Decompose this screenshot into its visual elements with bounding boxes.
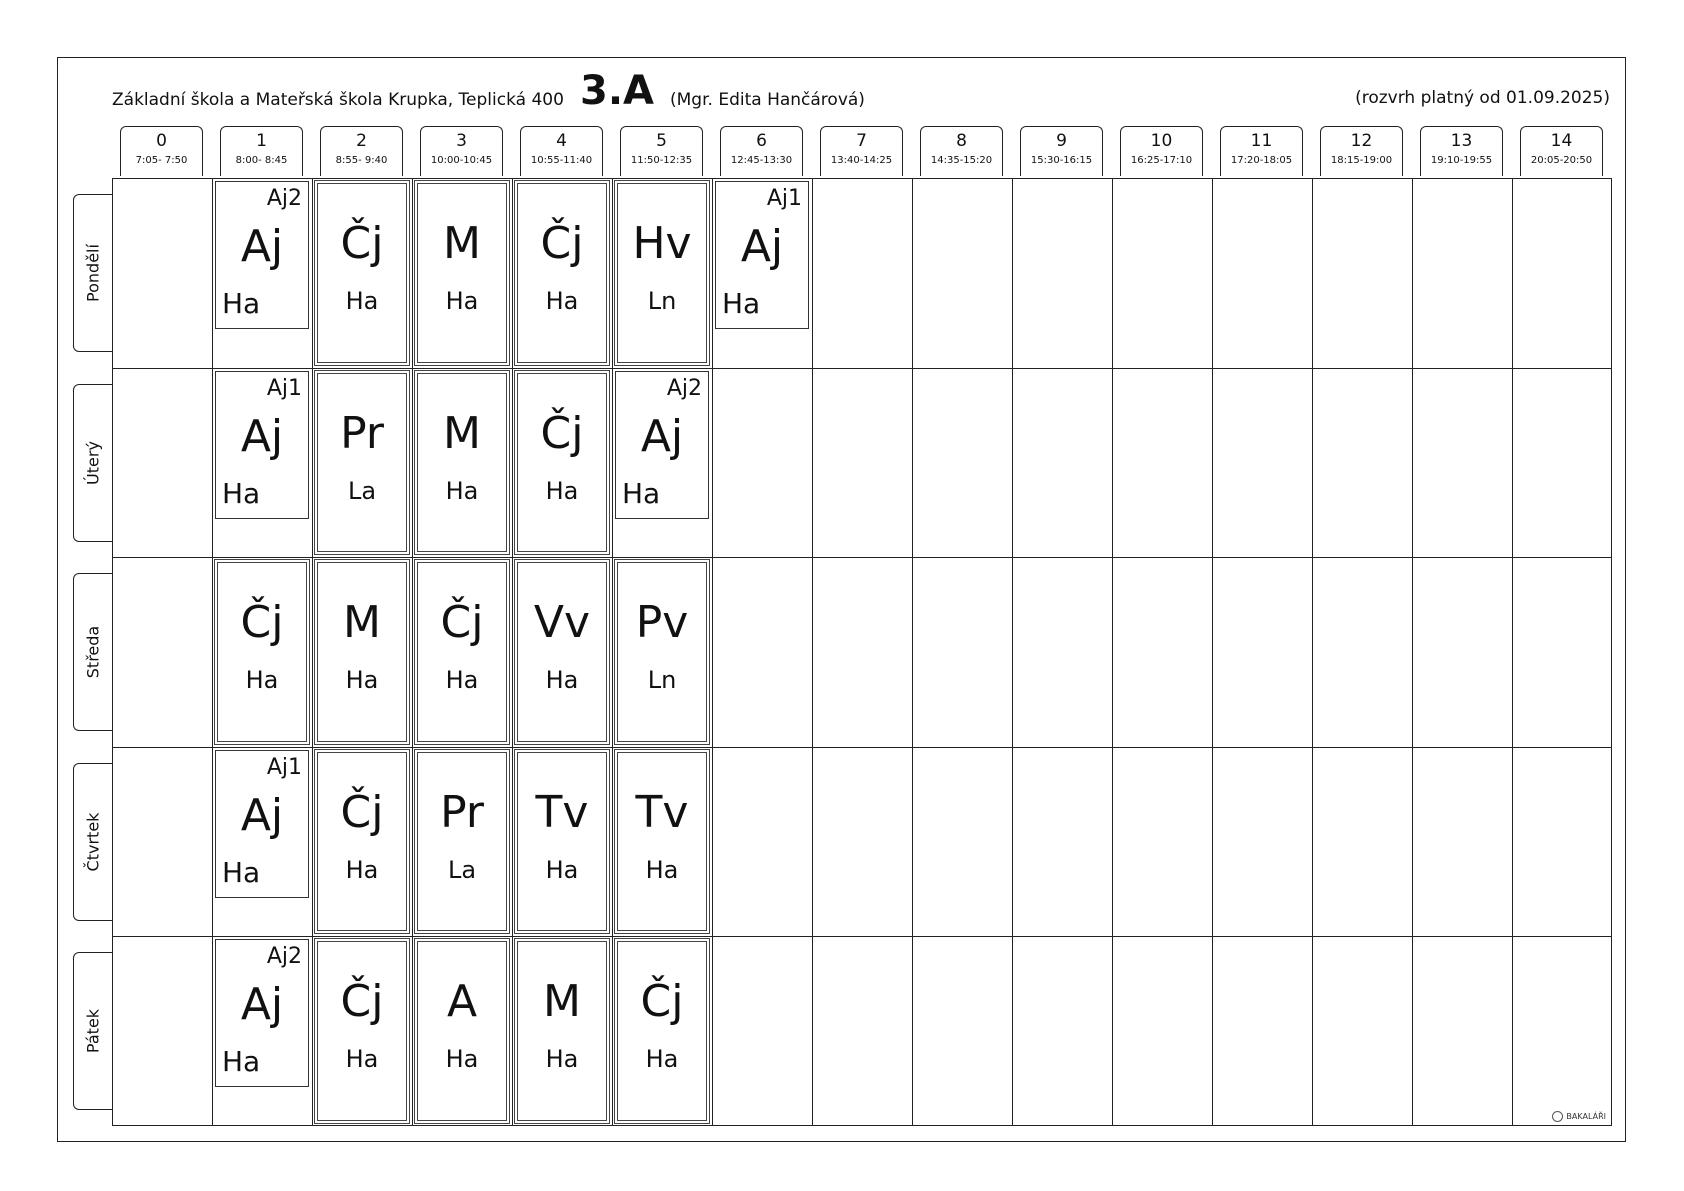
lesson-teacher: Ln (647, 666, 677, 695)
lesson-teacher: Ha (345, 1045, 379, 1074)
column-divider (312, 178, 313, 1126)
period-header (520, 126, 603, 176)
column-divider (1312, 178, 1313, 1126)
lesson-subject: Aj (240, 221, 284, 272)
lesson-teacher: La (447, 855, 477, 884)
day-label (73, 384, 112, 542)
day-name: Úterý (83, 440, 103, 485)
period-number: 1 (256, 131, 267, 151)
group-lesson-card (215, 939, 309, 1087)
period-number: 10 (1150, 131, 1173, 151)
lesson-teacher: Ha (445, 287, 479, 315)
group-lesson-card (615, 371, 709, 519)
lesson-card (314, 180, 410, 366)
column-divider (1212, 178, 1213, 1126)
column-divider (1012, 178, 1013, 1126)
period-time: 16:25-17:10 (1130, 155, 1193, 166)
period-time: 10:55-11:40 (530, 155, 593, 166)
school-name: Základní škola a Mateřská škola Krupka, Teplická 400 (112, 90, 564, 110)
lesson-subject: M (543, 976, 581, 1028)
lesson-teacher: Ha (345, 287, 379, 315)
lesson-card (514, 370, 610, 556)
class-teacher: (Mgr. Edita Hančárová) (670, 90, 865, 110)
column-divider (412, 178, 413, 1126)
lesson-subject: Pr (440, 786, 484, 838)
lesson-subject: Čj (440, 597, 484, 649)
lesson-teacher: Ha (345, 666, 379, 695)
lesson-card (614, 749, 710, 935)
lesson-subject: Čj (240, 597, 284, 649)
column-divider (912, 178, 913, 1126)
lesson-card (514, 749, 610, 935)
period-number: 7 (856, 131, 867, 151)
lesson-card (514, 559, 610, 745)
period-header (1420, 126, 1503, 176)
lesson-card (414, 749, 510, 935)
day-label (73, 952, 112, 1110)
lesson-teacher: Ha (445, 666, 479, 695)
lesson-teacher: Ha (222, 1045, 261, 1079)
lesson-subject: Pr (340, 407, 384, 459)
lesson-subject: Čj (640, 976, 684, 1028)
period-number: 5 (656, 131, 667, 151)
class-name: 3.A (580, 68, 654, 114)
lesson-teacher: Ha (645, 855, 679, 884)
period-number: 0 (156, 131, 167, 151)
lesson-teacher: Ha (545, 855, 579, 884)
period-number: 6 (756, 131, 767, 151)
period-header (1020, 126, 1103, 176)
lesson-subject: Aj (240, 410, 284, 462)
period-number: 3 (456, 131, 467, 151)
lesson-teacher: Ha (345, 855, 379, 884)
lesson-teacher: Ha (445, 476, 479, 505)
lesson-group: Aj1 (266, 754, 302, 780)
lesson-card (414, 180, 510, 366)
lesson-card (314, 370, 410, 556)
period-header (720, 126, 803, 176)
lesson-teacher: Ha (622, 476, 661, 510)
column-divider (1112, 178, 1113, 1126)
period-header (1120, 126, 1203, 176)
row-divider (112, 368, 1612, 369)
day-name: Čtvrtek (83, 812, 103, 872)
day-name: Pondělí (83, 244, 103, 302)
period-time: 8:55- 9:40 (335, 155, 388, 166)
period-header (420, 126, 503, 176)
column-divider (1512, 178, 1513, 1126)
period-number: 8 (956, 131, 967, 151)
row-divider (112, 936, 1612, 937)
period-header (620, 126, 703, 176)
lesson-subject: Čj (540, 407, 584, 459)
lesson-teacher: Ha (445, 1045, 479, 1074)
lesson-teacher: Ha (222, 855, 261, 889)
lesson-card (614, 938, 710, 1124)
day-label (73, 763, 112, 921)
lesson-teacher: Ha (545, 1045, 579, 1074)
lesson-subject: M (343, 597, 381, 649)
period-number: 9 (1056, 131, 1067, 151)
group-lesson-card (215, 371, 309, 519)
lesson-teacher: Ha (722, 287, 761, 320)
lesson-group: Aj2 (666, 375, 702, 401)
group-lesson-card (715, 181, 809, 329)
day-name: Pátek (83, 1009, 103, 1054)
lesson-subject: Pv (635, 597, 689, 649)
lesson-teacher: Ha (545, 287, 579, 315)
group-lesson-card (215, 181, 309, 329)
column-divider (1412, 178, 1413, 1126)
brand-mark (1552, 1111, 1606, 1122)
lesson-subject: Hv (632, 218, 692, 269)
period-time: 20:05-20:50 (1530, 155, 1593, 166)
lesson-subject: Čj (340, 786, 384, 838)
lesson-card (414, 559, 510, 745)
period-time: 10:00-10:45 (430, 155, 493, 166)
lesson-subject: A (446, 976, 478, 1028)
period-time: 11:50-12:35 (630, 155, 693, 166)
lesson-subject: Čj (340, 976, 384, 1028)
lesson-card (314, 749, 410, 935)
lesson-subject: M (443, 407, 481, 459)
lesson-subject: Čj (340, 218, 384, 269)
lesson-teacher: Ha (645, 1045, 679, 1074)
period-number: 11 (1250, 131, 1273, 151)
lesson-teacher: La (347, 476, 377, 505)
lesson-card (414, 370, 510, 556)
period-header (120, 126, 203, 176)
day-label (73, 194, 112, 352)
lesson-group: Aj2 (266, 186, 302, 211)
period-time: 14:35-15:20 (930, 155, 993, 166)
period-time: 17:20-18:05 (1230, 155, 1293, 166)
lesson-group: Aj2 (266, 944, 302, 970)
period-header (320, 126, 403, 176)
period-time: 19:10-19:55 (1430, 155, 1493, 166)
period-time: 8:00- 8:45 (235, 155, 288, 166)
period-time: 13:40-14:25 (830, 155, 893, 166)
brand-text: BAKALÁŘI (1566, 1112, 1606, 1121)
lesson-subject: Tv (635, 786, 689, 838)
lesson-card (614, 559, 710, 745)
column-divider (712, 178, 713, 1126)
lesson-card (314, 938, 410, 1124)
row-divider (112, 747, 1612, 748)
column-divider (512, 178, 513, 1126)
period-time: 7:05- 7:50 (135, 155, 188, 166)
period-header (220, 126, 303, 176)
lesson-subject: Aj (240, 789, 284, 841)
lesson-subject: Aj (740, 221, 784, 272)
period-header (1220, 126, 1303, 176)
lesson-card (414, 938, 510, 1124)
row-divider (112, 557, 1612, 558)
column-divider (612, 178, 613, 1126)
column-divider (812, 178, 813, 1126)
period-number: 2 (356, 131, 367, 151)
lesson-teacher: Ln (647, 287, 677, 315)
period-time: 18:15-19:00 (1330, 155, 1393, 166)
group-lesson-card (215, 750, 309, 898)
day-name: Středa (83, 625, 103, 679)
period-time: 12:45-13:30 (730, 155, 793, 166)
lesson-card (614, 180, 710, 366)
lesson-group: Aj1 (766, 186, 802, 211)
period-number: 13 (1450, 131, 1473, 151)
lesson-card (214, 559, 310, 745)
lesson-teacher: Ha (545, 476, 579, 505)
lesson-subject: Čj (540, 218, 584, 269)
lesson-teacher: Ha (222, 476, 261, 510)
lesson-subject: Aj (640, 410, 684, 462)
day-label (73, 573, 112, 731)
lesson-subject: Vv (533, 597, 591, 649)
lesson-teacher: Ha (245, 666, 279, 695)
period-number: 12 (1350, 131, 1373, 151)
valid-from: (rozvrh platný od 01.09.2025) (1355, 88, 1610, 108)
column-divider (212, 178, 213, 1126)
period-header (920, 126, 1003, 176)
period-header (1320, 126, 1403, 176)
period-time: 15:30-16:15 (1030, 155, 1093, 166)
period-number: 4 (556, 131, 567, 151)
lesson-teacher: Ha (545, 666, 579, 695)
lesson-card (514, 938, 610, 1124)
period-number: 14 (1550, 131, 1573, 151)
period-header (820, 126, 903, 176)
lesson-card (314, 559, 410, 745)
period-header (1520, 126, 1603, 176)
lesson-group: Aj1 (266, 375, 302, 401)
bakalari-logo-icon (1552, 1111, 1563, 1122)
lesson-teacher: Ha (222, 287, 261, 320)
lesson-subject: Tv (535, 786, 589, 838)
lesson-subject: Aj (240, 979, 284, 1031)
lesson-subject: M (443, 218, 481, 269)
lesson-card (514, 180, 610, 366)
